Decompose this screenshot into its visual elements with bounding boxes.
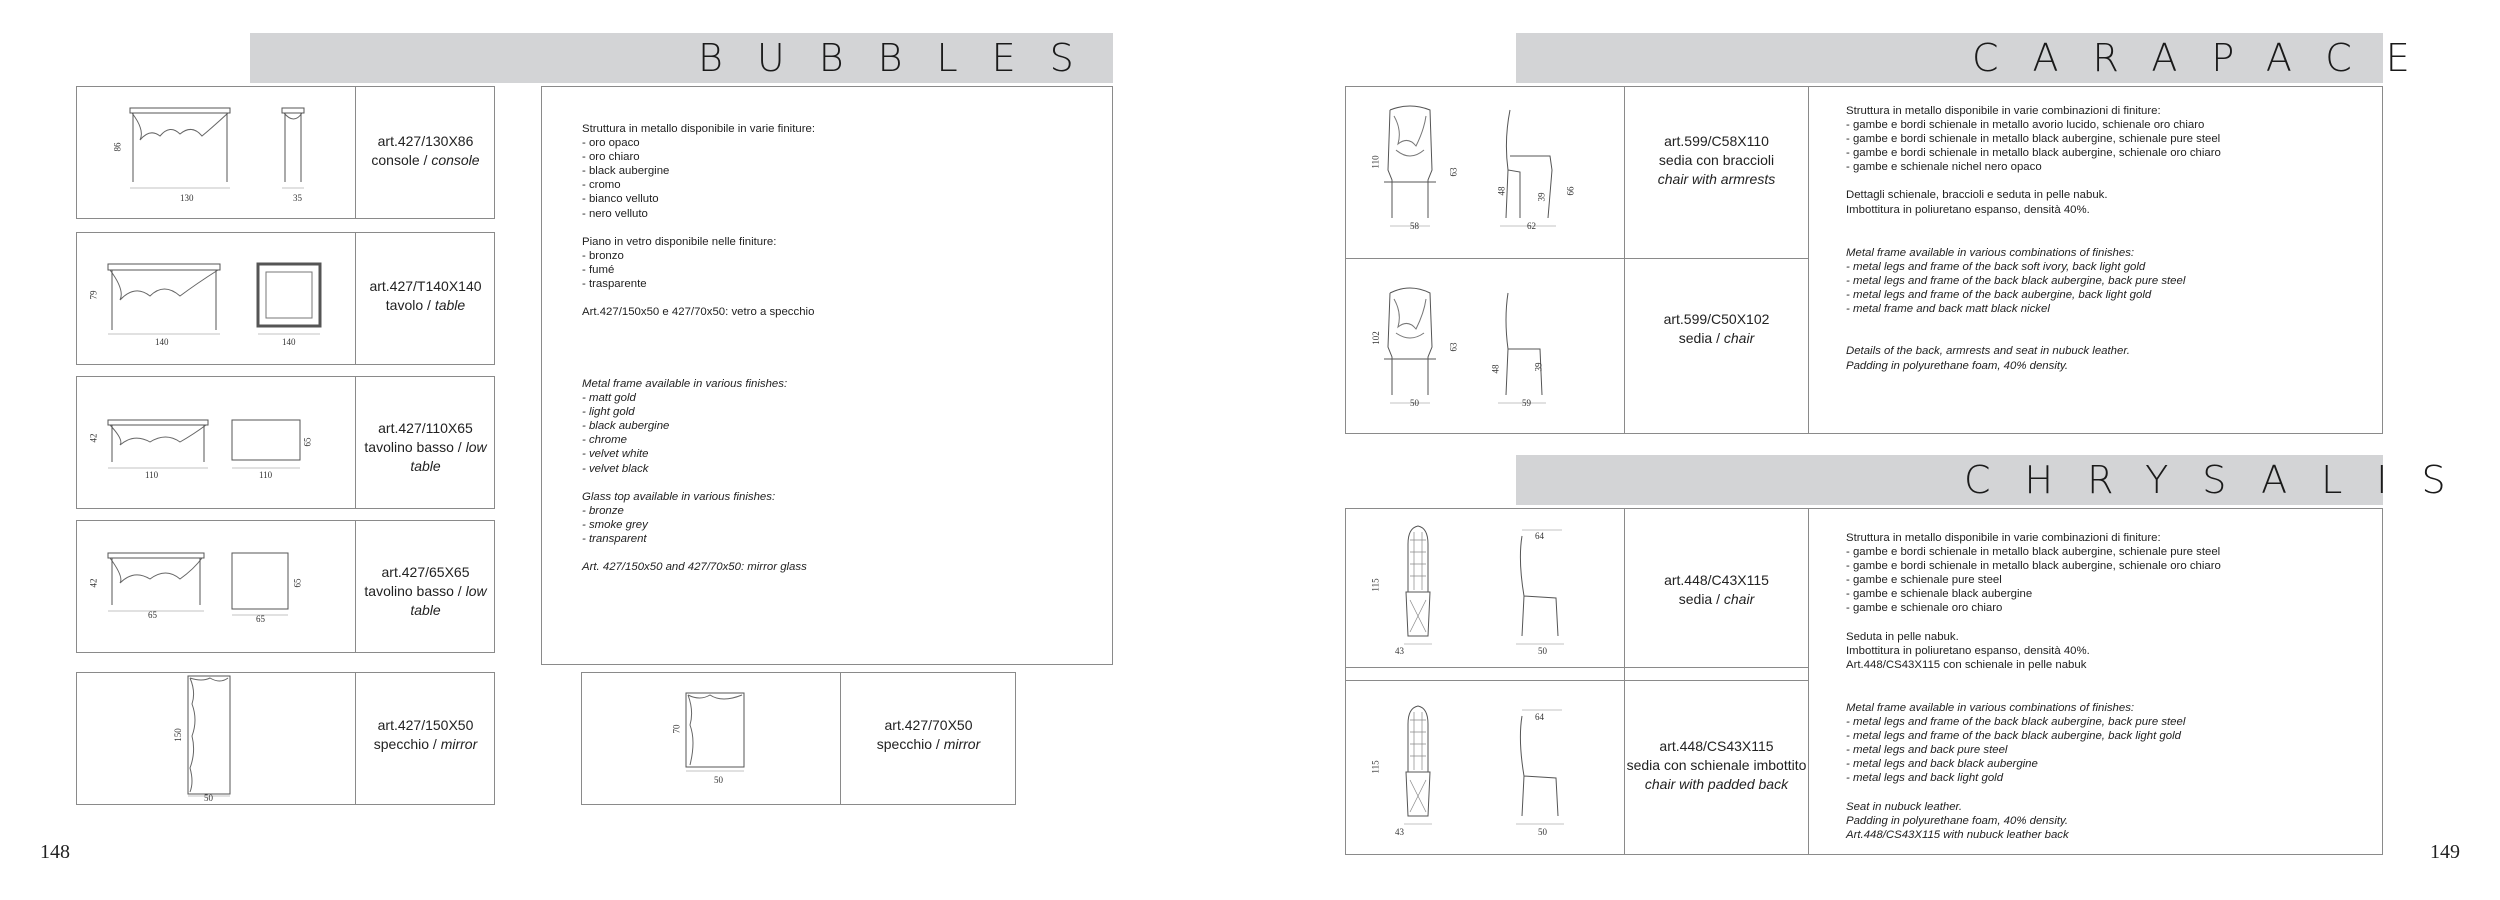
product-label-mirror-150: art.427/150X50 specchio / mirror: [356, 716, 495, 754]
chrysalis-padded-chair-width-dim: 43: [1395, 827, 1404, 837]
desc-line: Imbottitura in poliuretano espanso, densità 40%.: [1846, 203, 2090, 216]
desc-line: - gambe e bordi schienale in metallo black aubergine, schienale oro chiaro: [1846, 147, 2221, 160]
desc-line: - chrome: [582, 434, 627, 447]
desc-line: - black aubergine: [582, 165, 670, 178]
product-name-en: low table: [410, 583, 487, 618]
spacer: [582, 221, 815, 235]
low-table-65-drawing: [100, 545, 320, 625]
product-label-low-table-65: art.427/65X65 tavolino basso / low table: [356, 563, 495, 620]
table-height-dim: 79: [88, 290, 99, 300]
product-label-chrysalis-chair: art.448/C43X115 sedia / chair: [1625, 571, 1808, 609]
product-label-chrysalis-padded-chair: [1625, 737, 1808, 794]
desc-line: Imbottitura in poliuretano espanso, densità 40%.: [1846, 644, 2090, 657]
desc-line: - cromo: [582, 179, 621, 192]
chrysalis-chair-height-dim: 115: [1370, 578, 1381, 592]
table-depth-dim: 140: [282, 337, 296, 347]
console-height-dim: 86: [112, 142, 123, 152]
carapace-chair-height-dim: 102: [1370, 331, 1381, 345]
desc-line: - gambe e bordi schienale in metallo black aubergine, schienale pure steel: [1846, 546, 2221, 559]
product-name-it: sedia con braccioli: [1658, 152, 1775, 168]
row-divider: [1345, 258, 1808, 259]
product-name-en: table: [434, 297, 466, 313]
low-table-65-depth-dim: 65: [256, 614, 265, 624]
mirror-150-height-dim: 150: [172, 728, 183, 742]
mirror-70-drawing: [670, 685, 760, 785]
spacer: [1846, 786, 2185, 800]
product-label-carapace-chair: art.599/C50X102 sedia / chair: [1625, 310, 1808, 348]
desc-line: Struttura in metallo disponibile in varie combinazioni di finiture:: [1846, 105, 2161, 117]
carapace-chair-seat-dim: 48: [1490, 364, 1501, 374]
product-name-it: specchio: [373, 736, 430, 752]
bubbles-description-it: [582, 122, 815, 319]
chrysalis-title-banner: [1516, 455, 2480, 505]
desc-line: - bianco velluto: [582, 193, 659, 206]
desc-line: - oro opaco: [582, 137, 640, 150]
chrysalis-padded-chair-drawing: [1380, 700, 1610, 840]
divider: [1808, 508, 1809, 855]
desc-line: - gambe e bordi schienale in metallo black aubergine, schienale oro chiaro: [1846, 560, 2221, 573]
desc-line: - black aubergine: [582, 420, 670, 433]
desc-line: Piano in vetro disponibile nelle finiture:: [582, 235, 777, 248]
desc-line: Padding in polyurethane foam, 40% density.: [1846, 814, 2069, 827]
carapace-armchair-back-dim: 63: [1448, 167, 1459, 177]
product-label-carapace-armchair: [1625, 132, 1808, 189]
desc-line: Seduta in pelle nabuk.: [1846, 630, 1959, 643]
product-label-mirror-70: art.427/70X50 specchio / mirror: [841, 716, 1016, 754]
desc-line: Metal frame available in various finishes:: [582, 378, 788, 390]
desc-line: Struttura in metallo disponibile in varie combinazioni di finiture:: [1846, 532, 2161, 544]
product-name-it: tavolino basso: [364, 439, 454, 455]
carapace-armchair-seat-dim: 48: [1496, 186, 1507, 196]
desc-line: - metal legs and frame of the back aubergine, back light gold: [1846, 289, 2152, 302]
carapace-armchair-depth-dim: 62: [1527, 221, 1536, 231]
desc-line: - metal legs and back black aubergine: [1846, 758, 2038, 771]
desc-line: Art.427/150x50 e 427/70x50: vetro a specchio: [582, 306, 815, 319]
bubbles-description-en: [582, 377, 807, 574]
table-width-dim: 140: [155, 337, 169, 347]
spacer: [1846, 174, 2221, 188]
low-table-65-width-dim: 65: [148, 610, 157, 620]
product-code: art.427/T140X140: [369, 278, 482, 294]
carapace-title: CARAPACE: [1972, 36, 2444, 80]
product-name-it: tavolino basso: [364, 583, 454, 599]
product-name-it: sedia con schienale imbottito: [1626, 757, 1807, 773]
desc-line: - fumé: [582, 263, 615, 276]
product-code: art.427/65X65: [381, 564, 470, 580]
spacer: [1846, 616, 2221, 630]
product-name-en: chair with padded back: [1644, 776, 1789, 792]
product-code: art.599/C50X102: [1663, 311, 1770, 327]
carapace-armchair-width-dim: 58: [1410, 221, 1419, 231]
desc-line: - velvet black: [582, 462, 649, 475]
low-table-110-height-dim: 42: [88, 433, 99, 443]
desc-line: Metal frame available in various combinations of finishes:: [1846, 247, 2135, 259]
carapace-description-it: [1846, 104, 2221, 217]
divider: [1808, 86, 1809, 434]
product-code: art.427/150X50: [377, 717, 474, 733]
carapace-chair-width-dim: 50: [1410, 398, 1419, 408]
chrysalis-chair-drawing: [1380, 520, 1610, 660]
page-number-left: 148: [40, 841, 70, 863]
desc-line: - gambe e schienale black aubergine: [1846, 588, 2033, 601]
desc-line: Art.448/CS43X115 con schienale in pelle nabuk: [1846, 658, 2087, 671]
product-name-en: console: [431, 152, 480, 168]
console-drawing: [110, 100, 350, 200]
desc-line: Metal frame available in various combinations of finishes:: [1846, 702, 2135, 714]
spacer: [582, 546, 807, 560]
chrysalis-padded-chair-top-dim: 64: [1535, 712, 1544, 722]
chrysalis-description-it: [1846, 531, 2221, 672]
product-name-en: chair: [1723, 330, 1755, 346]
desc-line: - oro chiaro: [582, 151, 640, 164]
desc-line: - gambe e schienale oro chiaro: [1846, 602, 2003, 615]
desc-line: - gambe e bordi schienale in metallo black aubergine, schienale pure steel: [1846, 133, 2221, 146]
product-name-en: mirror: [440, 736, 478, 752]
spacer: [1846, 330, 2185, 344]
table-drawing: [100, 250, 340, 350]
desc-line: Art. 427/150x50 and 427/70x50: mirror glass: [582, 561, 807, 574]
desc-line: Padding in polyurethane foam, 40% density.: [1846, 359, 2069, 372]
product-name-en: mirror: [943, 736, 981, 752]
desc-line: - transparent: [582, 532, 647, 545]
product-name-it: sedia: [1678, 591, 1713, 607]
bubbles-title-banner: [250, 33, 1113, 83]
low-table-110-depth-dim: 110: [259, 470, 273, 480]
chrysalis-description-en: [1846, 701, 2185, 842]
desc-line: - gambe e schienale pure steel: [1846, 574, 2002, 587]
desc-line: - metal legs and frame of the back black aubergine, back pure steel: [1846, 716, 2186, 729]
product-label-table: art.427/T140X140 tavolo / table: [356, 277, 495, 315]
product-name-it: specchio: [876, 736, 933, 752]
product-code: art.448/C43X115: [1664, 572, 1769, 588]
desc-line: - velvet white: [582, 448, 649, 461]
spacer: [582, 291, 815, 305]
product-name-it: tavolo: [385, 297, 424, 313]
desc-line: - nero velluto: [582, 207, 648, 220]
product-name-en: chair with armrests: [1657, 171, 1776, 187]
product-code: art.448/CS43X115: [1659, 738, 1774, 754]
product-code: art.427/110X65: [378, 420, 473, 436]
product-code: art.427/130X86: [377, 133, 474, 149]
desc-line: Art.448/CS43X115 with nubuck leather back: [1846, 828, 2069, 841]
carapace-chair-depth-dim: 59: [1522, 398, 1531, 408]
desc-line: - metal legs and frame of the back soft ivory, back light gold: [1846, 261, 2146, 274]
page-number-right: 149: [2430, 841, 2460, 863]
desc-line: Struttura in metallo disponibile in varie finiture:: [582, 123, 815, 135]
chrysalis-chair-top-dim: 64: [1535, 531, 1544, 541]
low-table-65-side-dim: 65: [292, 578, 303, 588]
desc-line: Dettagli schienale, braccioli e seduta in pelle nabuk.: [1846, 189, 2108, 202]
product-name-it: sedia: [1678, 330, 1713, 346]
desc-line: - gambe e bordi schienale in metallo avorio lucido, schienale oro chiaro: [1846, 119, 2205, 132]
console-width-dim: 130: [180, 193, 194, 203]
carapace-armchair-drawing: [1380, 100, 1610, 240]
desc-line: - smoke grey: [582, 518, 648, 531]
row-divider: [1345, 680, 1808, 681]
carapace-title-banner: [1516, 33, 2444, 83]
desc-line: - matt gold: [582, 392, 636, 405]
product-name-it: console: [371, 152, 420, 168]
carapace-chair-back-dim: 63: [1448, 342, 1459, 352]
chrysalis-chair-depth-dim: 50: [1538, 646, 1547, 656]
desc-line: Glass top available in various finishes:: [582, 490, 776, 503]
console-depth-dim: 35: [293, 193, 302, 203]
product-code: art.599/C58X110: [1664, 133, 1769, 149]
spacer: [582, 476, 807, 490]
desc-line: Seat in nubuck leather.: [1846, 800, 1963, 813]
carapace-armchair-arm-dim: 66: [1565, 186, 1576, 196]
chrysalis-padded-chair-height-dim: 115: [1370, 760, 1381, 774]
desc-line: - metal frame and back matt black nickel: [1846, 303, 2050, 316]
desc-line: - bronze: [582, 504, 624, 517]
desc-line: - metal legs and frame of the back black aubergine, back light gold: [1846, 730, 2181, 743]
bubbles-title: BUBBLES: [698, 36, 1108, 80]
desc-line: - trasparente: [582, 277, 647, 290]
low-table-110-width-dim: 110: [145, 470, 159, 480]
desc-line: Details of the back, armrests and seat in nubuck leather.: [1846, 345, 2130, 358]
product-label-low-table-110: art.427/110X65 tavolino basso / low table: [356, 419, 495, 476]
chrysalis-chair-width-dim: 43: [1395, 646, 1404, 656]
desc-line: - gambe e schienale nichel nero opaco: [1846, 161, 2042, 174]
product-name-en: chair: [1723, 591, 1755, 607]
product-name-en: low table: [410, 439, 487, 474]
row-divider: [1345, 667, 1808, 668]
product-code: art.427/70X50: [884, 717, 973, 733]
carapace-chair-mid-dim: 39: [1533, 362, 1544, 372]
desc-line: - metal legs and frame of the back black aubergine, back pure steel: [1846, 275, 2186, 288]
carapace-chair-drawing: [1380, 275, 1610, 415]
product-label-console: art.427/130X86 console / console: [356, 132, 495, 170]
spacer: [1846, 316, 2185, 330]
desc-line: - light gold: [582, 406, 635, 419]
mirror-70-height-dim: 70: [671, 724, 682, 734]
desc-line: - metal legs and back light gold: [1846, 772, 2004, 785]
carapace-description-en: [1846, 246, 2185, 373]
divider: [1624, 508, 1625, 855]
chrysalis-title: CHRYSALIS: [1964, 458, 2480, 502]
low-table-65-height-dim: 42: [88, 578, 99, 588]
low-table-110-side-dim: 65: [302, 437, 313, 447]
carapace-armchair-height-dim: 110: [1370, 155, 1381, 169]
carapace-armchair-mid-dim: 39: [1536, 192, 1547, 202]
desc-line: - metal legs and back pure steel: [1846, 744, 2008, 757]
chrysalis-padded-chair-depth-dim: 50: [1538, 827, 1547, 837]
desc-line: - bronzo: [582, 249, 624, 262]
mirror-70-width-dim: 50: [714, 775, 723, 785]
mirror-150-width-dim: 50: [204, 793, 213, 803]
